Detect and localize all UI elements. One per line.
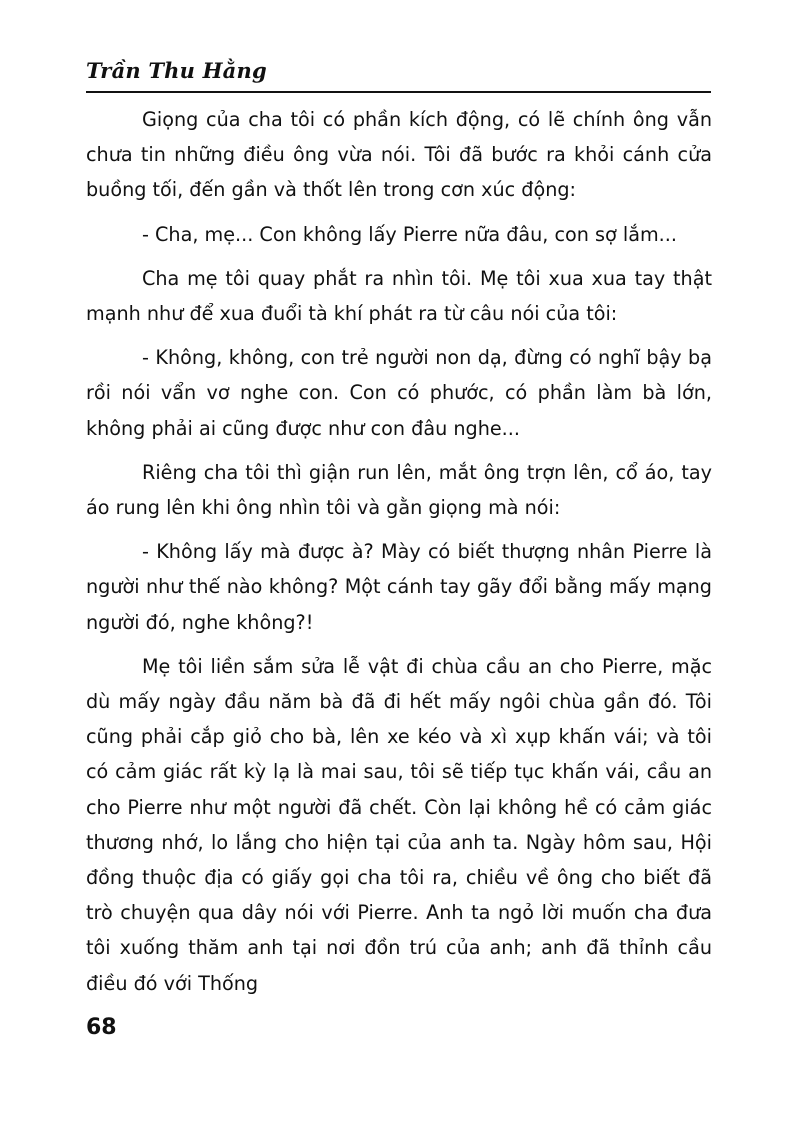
paragraph: - Không lấy mà được à? Mày có biết thượng nhân Pierre là người như thế nào không? Một cánh tay gãy đổi bằng mấy mạng người đó, nghe không?! [86,540,712,634]
paragraph: Cha mẹ tôi quay phắt ra nhìn tôi. Mẹ tôi xua xua tay thật mạnh như để xua đuổi tà khí phát ra từ câu nói của tôi: [86,266,712,326]
running-head-author: Trần Thu Hằng [86,58,267,83]
paragraph: Mẹ tôi liền sắm sửa lễ vật đi chùa cầu an cho Pierre, mặc dù mấy ngày đầu năm bà đã đi hết mấy ngôi chùa gần đó. Tôi cũng phải cắp giỏ cho bà, lên xe kéo và xì xụp khấn vái; và tôi có cảm giác rất kỳ lạ là mai sau, tôi sẽ tiếp tục khấn vái, cầu an cho Pierre như một người đã chết. Còn lại không hề có cảm giác thương nhớ, lo lắng cho hiện tại của anh ta. Ngày hôm sau, Hội đồng thuộc địa có giấy gọi cha tôi ra, chiều về ông cho biết đã trò chuyện qua dây nói với Pierre. Anh ta ngỏ lời muốn cha đưa tôi xuống thăm anh tại nơi đồn trú của anh; anh đã thỉnh cầu điều đó với Thống [86,654,712,995]
paragraph: - Không, không, con trẻ người non dạ, đừng có nghĩ bậy bạ rồi nói vẩn vơ nghe con. Con có phước, có phần làm bà lớn, không phải ai cũng được như con đâu nghe... [86,346,712,440]
header-rule [86,91,711,93]
paragraph: Giọng của cha tôi có phần kích động, có lẽ chính ông vẫn chưa tin những điều ông vừa nói. Tôi đã bước ra khỏi cánh cửa buồng tối, đến gần và thốt lên trong cơn xúc động: [86,108,712,202]
page-number: 68 [86,1015,117,1040]
body-text [86,102,712,1001]
paragraph: - Cha, mẹ... Con không lấy Pierre nữa đâu, con sợ lắm... [142,222,677,246]
paragraph: Riêng cha tôi thì giận run lên, mắt ông trợn lên, cổ áo, tay áo rung lên khi ông nhìn tôi và gằn giọng mà nói: [86,460,712,520]
